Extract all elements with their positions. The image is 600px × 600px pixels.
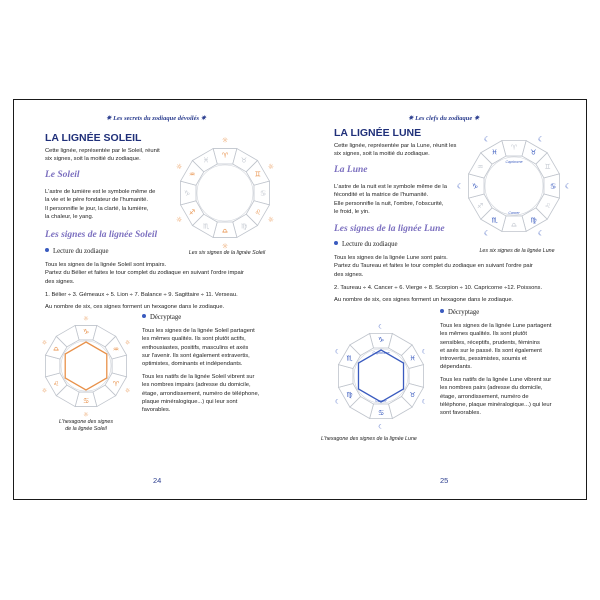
hexagon-text: Au nombre de six, ces signes forment un hexagone dans le zodiaque. [45, 304, 225, 310]
reading-text: Tous les signes de la lignée Lune sont pairs. Partez du Taureau et faites le tour complet du zodiaque en suivant l'ordre pair des signes. [334, 255, 533, 278]
zodiac-sign-icon: ♏ [491, 216, 498, 225]
sun-text: L'astre de lumière est le symbole même de la vie et le père fondateur de l'humanité. Il personnifie le jour, la clarté, la lumière, la chaleur, le yang. [45, 189, 156, 220]
zodiac-sign-icon: ♑ [82, 328, 90, 336]
bullet-icon [440, 309, 444, 313]
figure-caption-sun-wheel: Les six signes de la lignée Soleil [188, 250, 266, 256]
zodiac-sign-icon: ♈ [221, 151, 229, 160]
page-title: LA LIGNÉE LUNE [334, 127, 422, 139]
sun-icon: ☼ [41, 339, 48, 347]
zodiac-sign-icon: ♌ [254, 208, 262, 217]
moon-icon: ☾ [378, 323, 384, 331]
zodiac-sign-icon: ♋ [259, 189, 267, 198]
zodiac-sign-icon: ♉ [409, 390, 416, 399]
decode-text-2: Tous les natifs de la lignée Lune vibrent sur les nombres pairs (adresse du domicile, étage, arrondissement, numéro de téléphone, plaque minéralogique...) qui leur sont favorables. [440, 377, 552, 417]
zodiac-sign-icon: ♎ [52, 345, 60, 354]
subheading-signs: Les signes de la lignée Lune [334, 224, 445, 234]
subheading-signs: Les signes de la lignée Soleil [45, 230, 158, 240]
reading-text: Tous les signes de la lignée Soleil sont impairs. Partez du Bélier et faites le tour complet du zodiaque en suivant l'ordre impair des signes. [45, 262, 244, 285]
zodiac-hexagon-sun [34, 315, 138, 419]
cancer-label: Cancer [508, 211, 520, 215]
moon-icon: ☾ [421, 398, 427, 406]
cancer-label: Cancer [375, 399, 387, 403]
zodiac-sign-icon: ♍ [346, 390, 353, 399]
zodiac-sign-icon: ♈ [112, 379, 120, 388]
zodiac-sign-icon: ♓ [409, 354, 416, 363]
decode-text-1: Tous les signes de la lignée Soleil partagent les mêmes qualités. Ils sont plutôt actifs, enthousiastes, positifs, masculins et axés sur l'avenir. Ils sont également extravertis, optimistes, dominants et indépendants. [142, 328, 255, 368]
zodiac-sign-icon: ♐ [188, 208, 196, 217]
moon-icon: ☾ [335, 398, 341, 406]
bullet-icon [45, 248, 49, 252]
zodiac-sign-icon: ♉ [240, 156, 248, 165]
sun-icon: ☼ [175, 216, 183, 224]
sun-icon: ☼ [267, 216, 275, 224]
zodiac-sign-icon: ♓ [202, 156, 210, 165]
zodiac-sign-icon: ♍ [240, 222, 248, 231]
sign-sequence: 1. Bélier ÷ 3. Gémeaux ÷ 5. Lion ÷ 7. Balance ÷ 9. Sagittaire ÷ 11. Verseau. [45, 292, 238, 298]
zodiac-sign-icon: ♌ [52, 379, 60, 388]
intro-text: Cette lignée, représentée par le Soleil, réunit six signes, soit la moitié du zodiaque. [45, 148, 160, 163]
bullet-icon [142, 314, 146, 318]
sun-icon: ☼ [221, 136, 229, 145]
running-head-right: ✷ Les clefs du zodiaque ✷ [408, 115, 480, 122]
reading-heading: Lecture du zodiaque [334, 241, 397, 248]
reading-heading: Lecture du zodiaque [45, 248, 108, 255]
zodiac-sign-icon: ♋ [82, 397, 90, 405]
subheading-moon: La Lune [334, 165, 368, 175]
zodiac-sign-icon: ♍ [530, 216, 537, 225]
capricorn-label: Capricorne [505, 160, 523, 164]
moon-icon: ☾ [378, 423, 384, 431]
book-spread [13, 99, 587, 500]
figure-caption-moon-wheel: Les six signes de la lignée Lune [479, 248, 555, 254]
zodiac-sign-icon: ♐ [477, 202, 484, 210]
zodiac-sign-icon: ♑ [377, 336, 385, 344]
sun-icon: ☼ [267, 163, 275, 171]
sun-icon: ☼ [175, 163, 183, 171]
decode-heading: Décryptage [142, 314, 181, 321]
right-page [301, 100, 588, 499]
zodiac-sign-icon: ♒ [188, 170, 196, 179]
figure-caption-sun-hexagon: L'hexagone des signes de la lignée Soleil [58, 419, 114, 432]
page-number-right: 25 [440, 476, 449, 485]
page-title: LA LIGNÉE SOLEIL [45, 132, 142, 144]
zodiac-sign-icon: ♒ [477, 163, 484, 171]
hexagon-text: Au nombre de six, ces signes forment un hexagone dans le zodiaque. [334, 297, 514, 303]
capricorn-label: Capricorne [372, 351, 390, 355]
zodiac-hexagon-moon [329, 322, 435, 430]
decode-heading: Décryptage [440, 309, 479, 316]
intro-text: Cette lignée, représentée par la Lune, réunit les six signes, soit la moitié du zodiaque. [334, 143, 457, 158]
moon-icon: ☾ [483, 229, 491, 238]
moon-icon: ☾ [564, 182, 572, 191]
zodiac-sign-icon: ♓ [491, 148, 498, 157]
zodiac-sign-icon: ♉ [530, 148, 537, 157]
moon-icon: ☾ [421, 348, 427, 356]
zodiac-wheel-sun [167, 136, 287, 251]
zodiac-sign-icon: ♌ [544, 202, 551, 210]
moon-text: L'astre de la nuit est le symbole même de la fécondité et la matrice de l'humanité. Elle personnifie la nuit, l'ombre, l'obscurité, le froid, le yin. [334, 184, 447, 215]
zodiac-sign-icon: ♑ [471, 182, 479, 191]
zodiac-sign-icon: ♏ [202, 222, 210, 231]
sun-icon: ☼ [221, 242, 229, 251]
zodiac-sign-icon: ♎ [221, 227, 229, 236]
moon-icon: ☾ [537, 135, 545, 144]
sun-icon: ☼ [124, 387, 131, 395]
zodiac-sign-icon: ♊ [254, 170, 262, 179]
zodiac-sign-icon: ♏ [346, 354, 353, 363]
zodiac-wheel-moon [457, 129, 575, 243]
zodiac-sign-icon: ♋ [549, 182, 557, 191]
decode-text-1: Tous les signes de la lignée Lune partagent les mêmes qualités. Ils sont plutôt sensibles, réceptifs, prudents, féminins et axés sur le passé. Ils sont également introvertis, pessimistes, soumis et dépendants. [440, 323, 552, 371]
moon-icon: ☾ [456, 182, 464, 191]
bullet-icon [334, 241, 338, 245]
sign-sequence: 2. Taureau ÷ 4. Cancer ÷ 6. Vierge ÷ 8. Scorpion ÷ 10. Capricorne ÷12. Poissons. [334, 285, 543, 291]
sun-icon: ☼ [41, 387, 48, 395]
zodiac-sign-icon: ♒ [112, 345, 120, 354]
sun-icon: ☼ [83, 315, 89, 323]
left-page [14, 100, 301, 499]
moon-icon: ☾ [335, 348, 341, 356]
zodiac-sign-icon: ♑ [183, 189, 191, 198]
figure-caption-moon-hexagon: L'hexagone des signes de la lignée Lune [321, 436, 417, 442]
zodiac-sign-icon: ♋ [377, 409, 385, 417]
wheel-center [197, 165, 253, 221]
zodiac-sign-icon: ♈ [510, 143, 518, 152]
zodiac-sign-icon: ♊ [544, 163, 551, 171]
running-head-left: ✷ Les secrets du zodiaque dévoilés ✷ [106, 115, 207, 122]
moon-icon: ☾ [537, 229, 545, 238]
zodiac-sign-icon: ♎ [510, 221, 518, 230]
sun-icon: ☼ [124, 339, 131, 347]
moon-icon: ☾ [483, 135, 491, 144]
decode-text-2: Tous les natifs de la lignée Soleil vibrent sur les nombres impairs (adresse du domicile, étage, arrondissement, numéro de téléphone, plaque minéralogique...) qui leur sont favorables. [142, 374, 260, 414]
wheel-center [485, 157, 543, 215]
subheading-sun: Le Soleil [45, 170, 80, 180]
page-number-left: 24 [153, 476, 162, 485]
sun-icon: ☼ [83, 411, 89, 419]
